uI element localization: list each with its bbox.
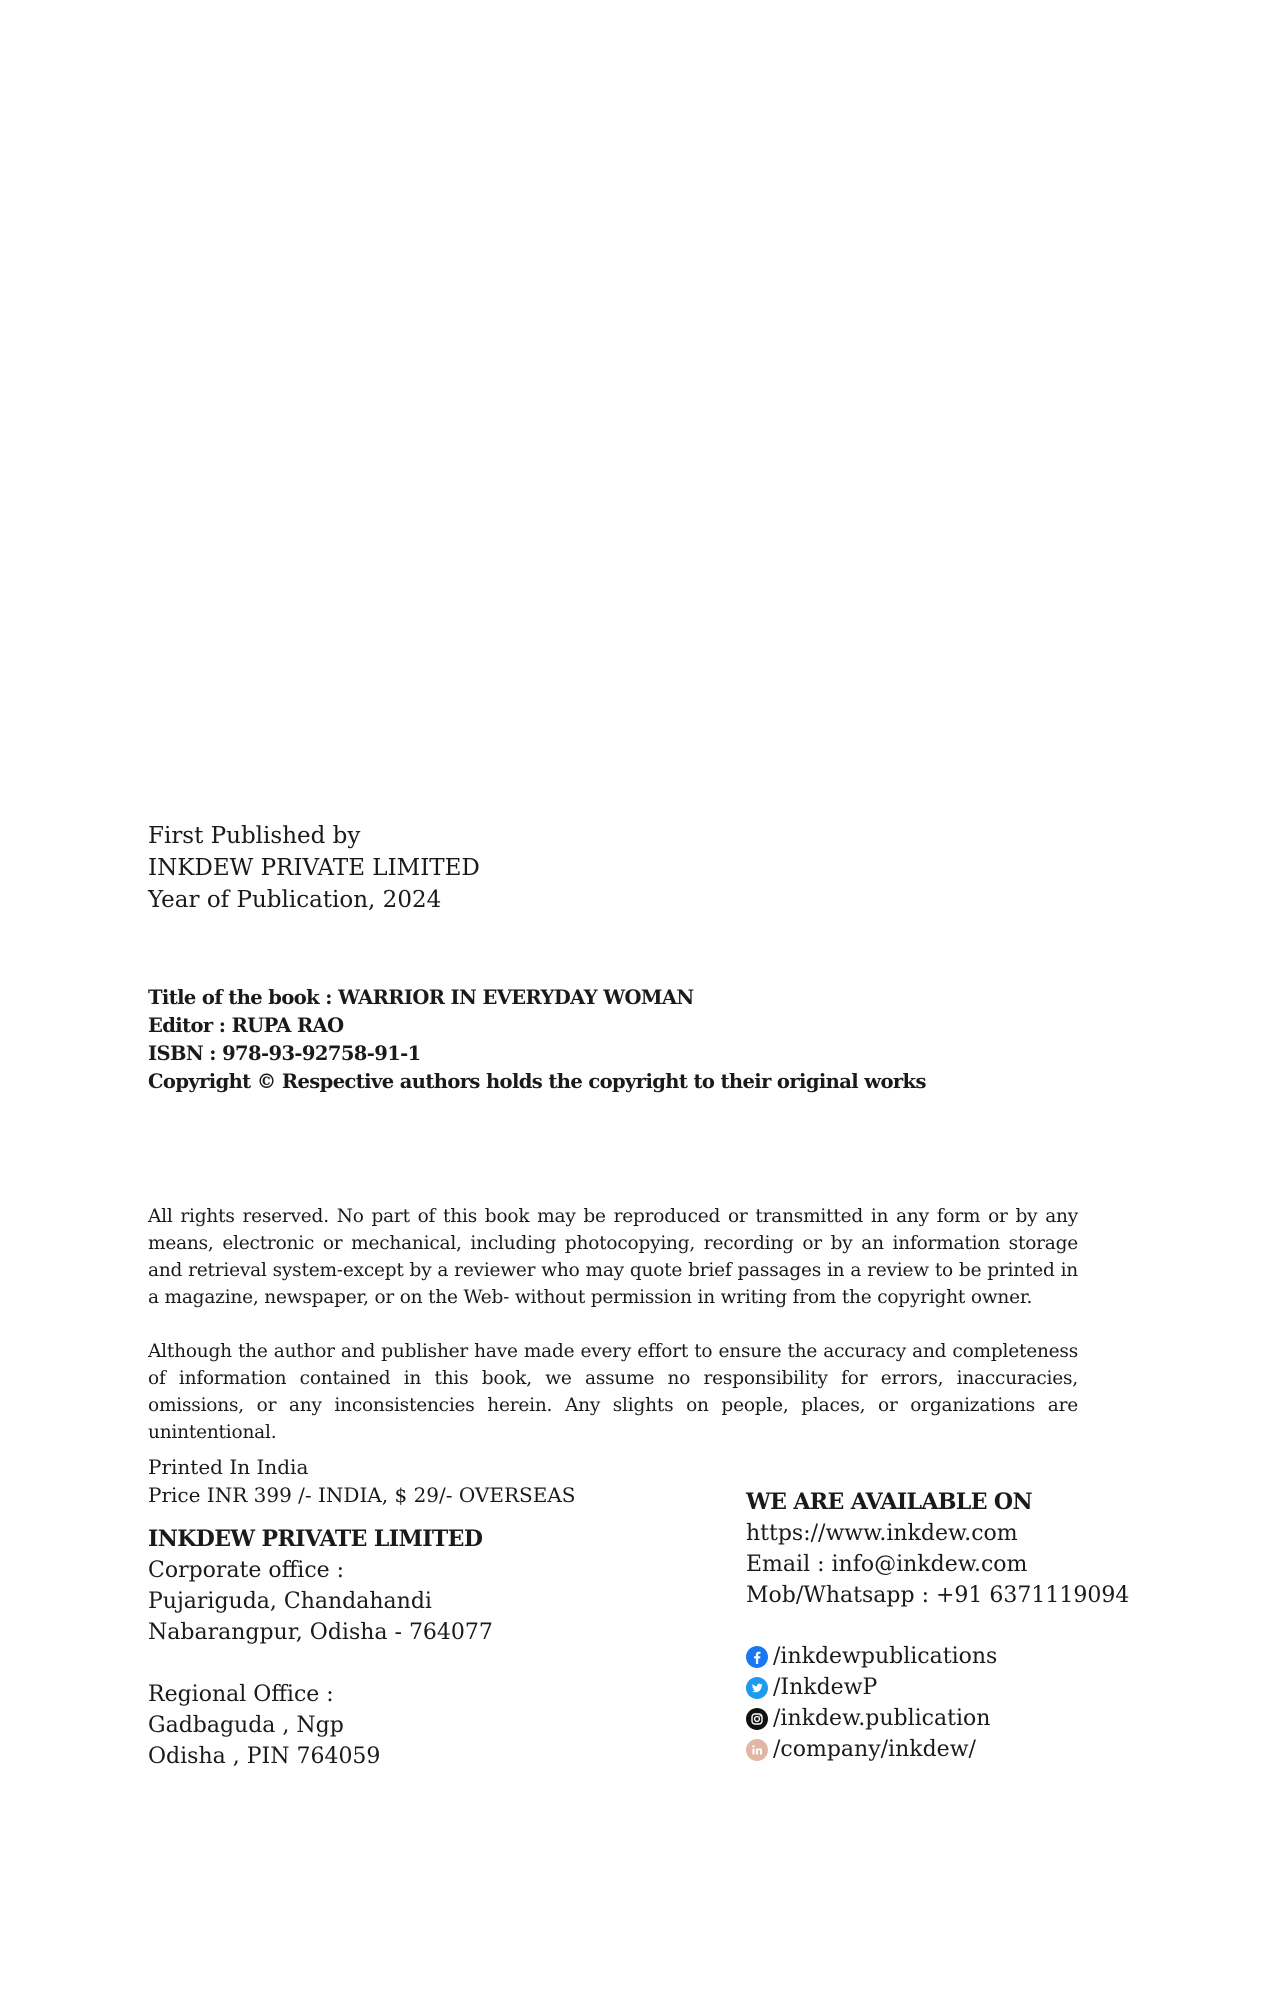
facebook-icon [746, 1646, 768, 1668]
company-address [148, 1524, 493, 1772]
rights-reserved-paragraph: All rights reserved. No part of this book may be reproduced or transmitted in any form or by any means, electronic or mechanical, including photocopying, recording or by an information storage and retrieval system-except by a reviewer who may quote brief passages in a review to be printed in a magazine, newspaper, or on the Web- without permission in writing from the copyright owner. [148, 1206, 1078, 1308]
twitter-handle[interactable]: /InkdewP [773, 1675, 878, 1700]
corporate-address-line: Pujariguda, Chandahandi [148, 1589, 432, 1614]
social-twitter[interactable] [746, 1672, 997, 1703]
publisher-intro [148, 820, 480, 916]
printed-in: Printed In India [148, 1455, 309, 1479]
book-details [148, 984, 926, 1096]
book-isbn: ISBN : 978-93-92758-91-1 [148, 1042, 421, 1065]
price: Price INR 399 /- INDIA, $ 29/- OVERSEAS [148, 1483, 576, 1507]
book-editor: Editor : RUPA RAO [148, 1014, 344, 1037]
regional-address-line: Odisha , PIN 764059 [148, 1744, 381, 1769]
availability-info [746, 1487, 1129, 1611]
copyright-notice: Copyright © Respective authors holds the copyright to their original works [148, 1070, 926, 1093]
linkedin-handle[interactable]: /company/inkdew/ [773, 1737, 976, 1762]
print-info [148, 1453, 575, 1509]
publication-year: Year of Publication, 2024 [148, 887, 442, 913]
facebook-handle[interactable]: /inkdewpublications [773, 1644, 998, 1669]
linkedin-icon [746, 1739, 768, 1761]
available-heading: WE ARE AVAILABLE ON [746, 1489, 1033, 1515]
corporate-office-label: Corporate office : [148, 1558, 345, 1583]
instagram-handle[interactable]: /inkdew.publication [773, 1706, 991, 1731]
twitter-icon [746, 1677, 768, 1699]
social-linkedin[interactable] [746, 1734, 997, 1765]
social-instagram[interactable] [746, 1703, 997, 1734]
social-links [746, 1641, 997, 1765]
phone-contact: Mob/Whatsapp : +91 6371119094 [746, 1583, 1130, 1608]
first-published-label: First Published by [148, 823, 361, 849]
email-contact[interactable]: Email : info@inkdew.com [746, 1552, 1028, 1577]
disclaimer-paragraph: Although the author and publisher have made every effort to ensure the accuracy and completeness of information contained in this book, we assume no responsibility for errors, inaccuracies, omissions, or any inconsistencies herein. Any slights on people, places, or organizations are unintentional. [148, 1341, 1078, 1443]
regional-address-line: Gadbaguda , Ngp [148, 1713, 344, 1738]
social-facebook[interactable] [746, 1641, 997, 1672]
company-name: INKDEW PRIVATE LIMITED [148, 1526, 483, 1552]
regional-office-label: Regional Office : [148, 1682, 334, 1707]
website-link[interactable]: https://www.inkdew.com [746, 1521, 1018, 1546]
instagram-icon [746, 1708, 768, 1730]
publisher-name: INKDEW PRIVATE LIMITED [148, 855, 480, 881]
spacer [148, 1648, 493, 1679]
book-title: Title of the book : WARRIOR IN EVERYDAY WOMAN [148, 986, 694, 1009]
corporate-address-line: Nabarangpur, Odisha - 764077 [148, 1620, 493, 1645]
